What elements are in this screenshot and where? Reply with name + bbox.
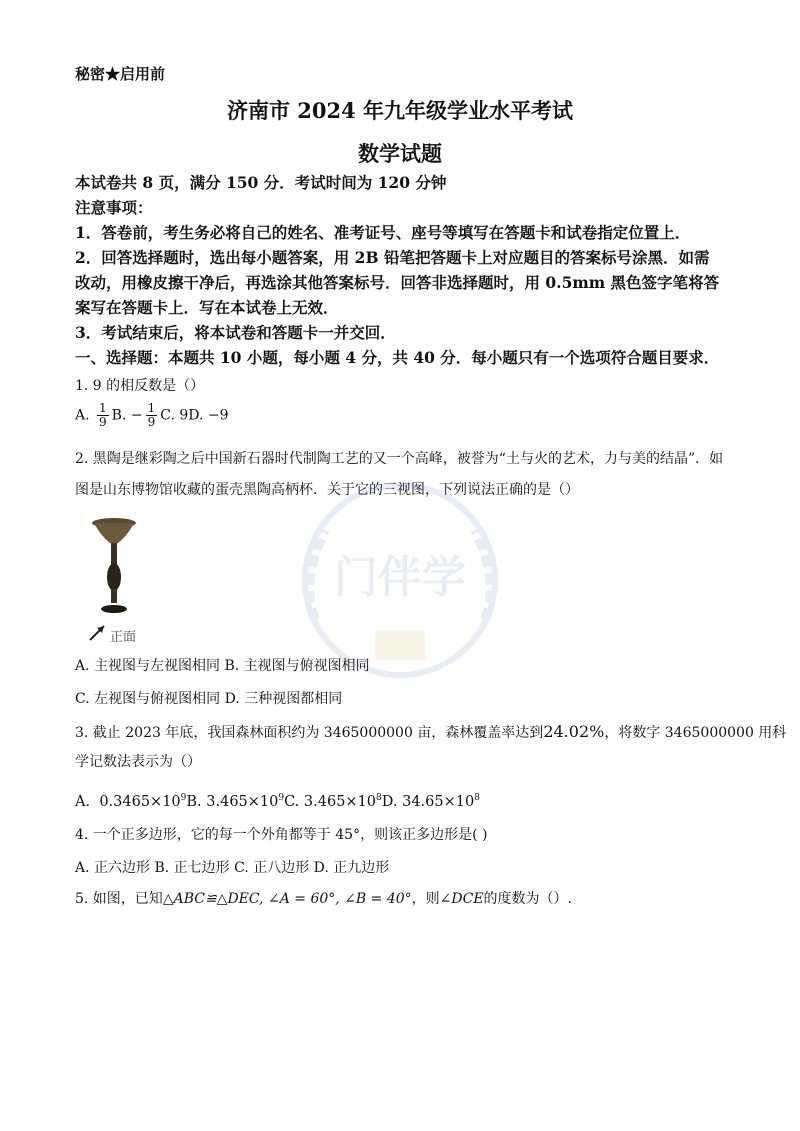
note-item-2-line2: 改动，用橡皮擦干净后，再选涂其他答案标号．回答非选择题时，用 0.5mm 黑色签字笔将答 (75, 273, 720, 292)
q3-options (75, 788, 480, 812)
q5-stem-a: 5. 如图，已知 (75, 891, 163, 907)
q2-options-cd: C. 左视图与俯视图相同 D. 三种视图都相同 (75, 691, 343, 707)
q5-stem-c: 的度数为（）. (483, 891, 572, 907)
q2-options-ab: A. 主视图与左视图相同 B. 主视图与俯视图相同 (75, 658, 370, 674)
q5-stem (75, 889, 572, 909)
q5-math-congruence: △ABC≌△DEC, ∠A = 60°, ∠B = 40° (162, 891, 412, 907)
q3-option-a-exp: 9 (180, 793, 187, 803)
q1-a-numerator: 1 (99, 401, 107, 415)
q1-options-cd: C. 9D. −9 (160, 407, 229, 424)
q3-option-c: C. 3.465×10 (284, 793, 377, 810)
q3-option-a-prefix: A. (75, 793, 91, 810)
q3-option-d-exp: 8 (474, 793, 480, 803)
q3-option-c-exp: 8 (376, 793, 382, 803)
q1-b-numerator: 1 (147, 401, 156, 415)
q1-option-a-prefix: A. (75, 407, 90, 424)
q3-percentage: 24.02% (543, 722, 605, 741)
watermark-text: 门伴学 (334, 552, 466, 603)
note-item-2-line3: 案写在答题卡上．写在本试卷上无效． (75, 298, 339, 317)
q1-stem: 1. 9 的相反数是（） (75, 378, 205, 394)
q2-line1: 2. 黑陶是继彩陶之后中国新石器时代制陶工艺的又一个高峰，被誉为“土与火的艺术，力与美的结晶”．如 (75, 451, 724, 467)
q3-option-b-exp: 9 (278, 793, 285, 803)
q5-math-angle: ∠DCE (439, 891, 484, 907)
q3-line1 (75, 722, 786, 743)
note-item-3: 3．考试结束后，将本试卷和答题卡一并交回． (75, 323, 396, 342)
q3-option-a: 0.3465×10 (99, 793, 181, 810)
q1-a-denominator: 9 (99, 415, 107, 429)
q1-b-denominator: 9 (147, 415, 156, 429)
secret-label: 秘密★启用前 (75, 65, 166, 83)
notes-heading: 注意事项： (75, 198, 153, 217)
q1-options (75, 402, 229, 429)
note-item-2-line1: 2．回答选择题时，选出每小题答案，用 2B 铅笔把答题卡上对应题目的答案标号涂黑．如需 (75, 248, 710, 267)
q3-option-b: B. 3.465×10 (186, 793, 279, 810)
q4-options: A. 正六边形 B. 正七边形 C. 正八边形 D. 正九边形 (75, 860, 390, 876)
q1-b-minus: − (130, 407, 143, 424)
figure-front-label: 正面 (110, 630, 137, 645)
q1-option-a-fraction (97, 402, 109, 429)
exam-title: 济南市 2024 年九年级学业水平考试 (226, 98, 574, 123)
exam-intro: 本试卷共 8 页，满分 150 分．考试时间为 120 分钟 (75, 173, 447, 192)
q3-line1-a: 3. 截止 2023 年底，我国森林面积约为 3465000000 亩，森林覆盖率达到 (75, 725, 544, 741)
note-item-1: 1．答卷前，考生务必将自己的姓名、准考证号、座号等填写在答题卡和试卷指定位置上． (75, 223, 691, 242)
q3-line2: 学记数法表示为（） (75, 754, 201, 770)
q1-option-b-prefix: B. (111, 407, 127, 424)
q4-stem: 4. 一个正多边形，它的每一个外角都等于 45°，则该正多边形是( ) (75, 827, 488, 843)
section1-heading: 一、选择题：本题共 10 小题，每小题 4 分，共 40 分．每小题只有一个选项符合题目要求． (75, 348, 720, 367)
q2-line2: 图是山东博物馆收藏的蛋壳黑陶高柄杯．关于它的三视图，下列说法正确的是（） (75, 482, 579, 498)
exam-subtitle: 数学试题 (358, 141, 442, 166)
q5-stem-b: ，则 (411, 891, 440, 907)
q1-option-b-fraction (146, 402, 158, 429)
q3-option-d: D. 34.65×10 (381, 793, 475, 810)
q3-line1-b: ，将数字 3465000000 用科 (604, 725, 787, 741)
